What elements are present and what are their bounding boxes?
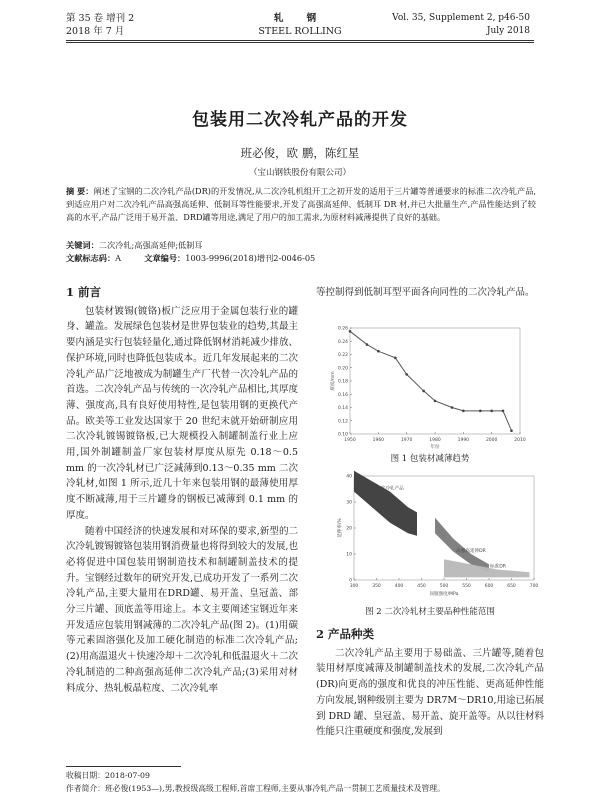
figure2-band-3 <box>444 559 530 577</box>
figure1-xtick-label: 2010 <box>514 438 526 443</box>
figure2-xtick-label: 550 <box>462 584 471 589</box>
figure1-xtick-label: 1990 <box>457 438 470 443</box>
figure1-data-point <box>422 390 425 393</box>
left-column <box>66 285 298 696</box>
figure2-chart <box>336 470 541 602</box>
cls-value: A <box>115 253 122 263</box>
figure2-plot <box>336 471 538 597</box>
keywords-text: 二次冷轧;高强高延伸;低制耳 <box>98 240 203 250</box>
classification <box>66 252 536 265</box>
keywords <box>66 239 536 252</box>
section1-heading: 1 前言 <box>66 285 102 299</box>
figure1-data-point <box>462 410 465 413</box>
figure1-data-point <box>434 400 437 403</box>
figure1-ylabel: 厚度/mm <box>331 371 336 391</box>
figure1-data-point <box>349 330 352 333</box>
publication-date: 2018 年 7 月 <box>66 26 125 37</box>
authors: 班必俊，欧 鹏，陈红星 <box>240 146 360 160</box>
journal-name-cn: 轧 钢 <box>273 13 327 24</box>
figure1-xtick-label: 1950 <box>344 438 356 443</box>
cls-label: 文献标志码： <box>66 253 116 263</box>
figure2-ylabel: 延伸率/% <box>338 518 343 538</box>
figure2-band-label: 标准DR <box>490 564 506 570</box>
figure2-xtick-label: 600 <box>484 584 494 589</box>
figure1-data-point <box>479 410 482 413</box>
figure1-data-point <box>366 343 369 346</box>
abstract <box>66 185 536 225</box>
figure1-data-point <box>490 410 493 413</box>
footnote-rule <box>66 766 181 767</box>
section1-para1: 包装材镀锡(镀铬)板广泛应用于金属包装行业的罐身、罐盖。发展绿色包装材是世界包装业的趋势,其最主要内涵是实行包装轻量化,通过降低钢材消耗减少排放、保护环境,同时也降低包装成本。近几年发展起来的二次冷轧产品广泛地被成为制罐生产厂代替一次冷轧产品的首选。二次冷轧产品与传统的一次冷轧产品相比,其厚度薄、强度高,具有良好使用特性,是包装用钢的更换代产品。欧美等工业发达国家于 20 世纪末就开始研制应用二次冷轧镀锡镀铬板,已大规模投入制罐制盖行业上应用,国外制罐制盖厂家包装材厚度从原先 0.18～0.5 mm 的一次冷轧材已广泛减薄到0.13～0.35 mm 二次冷轧材,如图 1 所示,近几十年来包装用钢的最薄使用厚度不断减薄,用于三片罐身的钢板已减薄到 0.1 mm 的厚度。 <box>66 305 298 521</box>
figure2-xtick-label: 450 <box>417 584 426 589</box>
figure1-ytick-label: 0.14 <box>337 406 348 411</box>
figure2-ytick-label: 20 <box>346 526 352 532</box>
article-title: 包装用二次冷轧产品的开发 <box>192 110 408 130</box>
affiliation: （宝山钢铁股份有限公司） <box>248 168 351 178</box>
figure1-data-point <box>451 406 454 409</box>
section2-para1: 二次冷轧产品主要用于易础盖、三片罐等,随着包装用材厚度减薄及制罐制盖技术的发展,二次冷轧产品(DR)向更高的强度和优良的冲压性能、更高延伸性能方向发展,钢种级别主要为 DR7M～DR10,用途已拓展到 DRD 罐、皇冠盖、易开盖、旋开盖等。从以往材料性能只注重硬度和强度,发展到 <box>316 647 544 738</box>
section1-para2: 随着中国经济的快速发展和对环保的要求,新型的二次冷轧镀锡镀铬包装用钢消费量也将得到较大的发展,也必将促进中国包装用钢制造技术和制罐制盖技术的提升。宝钢经过数年的研究开发,已成功开发了一系列二次冷轧产品,主要大量用在DRD罐、易开盖、皇冠盖、部分三片罐、顶底盖等用途上。本文主要阐述宝钢近年来开发适应包装用钢减薄的二次冷轧产品(图 2)。(1)用碳等元素固溶强化及加工硬化制造的标准二次冷轧产品;(2)用高温退火＋快速冷却＋二次冷轧和低温退火＋二次冷轧制造的二种高强高延伸二次冷轧产品;(3)采用对材料成分、热轧板晶粒度、二次冷轧率 <box>66 525 298 694</box>
volume-en: Vol. 35, Supplement 2, p46-50 <box>392 13 530 23</box>
figure1-ytick-label: 0.18 <box>337 379 348 385</box>
abstract-text: 阐述了宝钢的二次冷轧产品(DR)的开发情况,从二次冷轧机组开工之初开发的适用于三片罐等普通要求的标准二次冷轧产品,到适应用户对二次冷轧产品高强高延伸、低制耳等性能要求,开发了高强高延伸、低制耳 DR 材,并已大批量生产,产品性能达到了较高的水平,产品广泛用于易开盖、DRD罐等用途,满足了用户的加工需求,为原材料减薄提供了良好的基础。 <box>66 186 536 223</box>
figure1-frame <box>350 328 520 434</box>
figure2-xtick-label: 700 <box>529 584 539 589</box>
figure1-chart <box>328 322 533 450</box>
figure2-xtick-label: 650 <box>507 584 516 589</box>
figure2-band-1 <box>354 471 417 536</box>
figure1-xlabel: 年份 <box>430 445 440 450</box>
figure1-series-line <box>350 331 512 430</box>
figure2-xlabel: 屈服强度/MPa <box>429 592 459 597</box>
figure1-data-point <box>405 373 408 376</box>
figure1-xtick-label: 1960 <box>372 438 385 443</box>
volume-issue: 第 35 卷 增刊 2 <box>66 13 135 24</box>
figure2-ytick-label: 40 <box>346 474 352 480</box>
journal-name-en: STEEL ROLLING <box>258 26 342 37</box>
journal-volume-en <box>392 12 530 38</box>
figure1-ytick-label: 0.26 <box>337 326 348 332</box>
figure1-data-point <box>510 429 513 432</box>
figure1-ytick-label: 0.24 <box>337 339 348 345</box>
figure2-ytick-label: 10 <box>346 552 352 558</box>
figure2-xtick-label: 300 <box>349 584 359 589</box>
figure2-xtick-label: 400 <box>394 584 404 589</box>
figure2-ytick-label: 0 <box>349 578 352 584</box>
figure1-ytick-label: 0.16 <box>337 392 348 398</box>
figure2-band-label: 高强高延伸DR <box>456 549 486 554</box>
figure1-ytick-label: 0.12 <box>337 419 348 425</box>
figure2-xtick-label: 350 <box>372 584 381 589</box>
figure1-data-point <box>377 350 380 353</box>
figure1-ytick-label: 0.22 <box>337 353 348 358</box>
section2-heading: 2 产品种类 <box>316 627 375 641</box>
figure1-data-point <box>502 410 505 413</box>
figure1-ytick-label: 0.20 <box>337 366 348 372</box>
figure1-xtick-label: 1980 <box>429 438 441 443</box>
date-en: July 2018 <box>486 26 530 36</box>
figure1-plot <box>329 326 526 451</box>
footnote-author: 作者简介：班必俊(1953—),男,教授级高级工程师,首席工程师,主要从事冷轧产品一贯制工艺质量技术及管理。 <box>66 784 445 793</box>
figure1-xtick-label: 2000 <box>485 438 498 443</box>
figure2-band-label: 一次冷轧产品 <box>376 486 404 492</box>
figure2-caption: 图 2 二次冷轧材主要品种性能范围 <box>365 607 495 617</box>
artno-label: 文章编号： <box>144 253 186 263</box>
figure1-xtick-label: 1970 <box>400 438 413 443</box>
artno-value: 1003-9996(2018)增刊2-0046-05 <box>185 253 316 263</box>
section1-continuation: 等控制得到低制耳型平面各向同性的二次冷轧产品。 <box>316 287 535 298</box>
abstract-label: 摘 要： <box>66 186 94 196</box>
figure1-data-point <box>394 357 397 360</box>
section2 <box>316 627 544 740</box>
figure1-caption: 图 1 包装材减薄趋势 <box>390 454 470 464</box>
header-rule <box>66 40 534 43</box>
figure1-ytick-label: 0.10 <box>337 432 348 438</box>
figure2-ytick-label: 30 <box>346 500 352 506</box>
right-column-continuation <box>316 285 544 301</box>
keywords-label: 关键词： <box>66 240 99 250</box>
footnote-received: 收稿日期：2018-07-09 <box>66 771 150 780</box>
figure2-xtick-label: 500 <box>439 584 449 589</box>
